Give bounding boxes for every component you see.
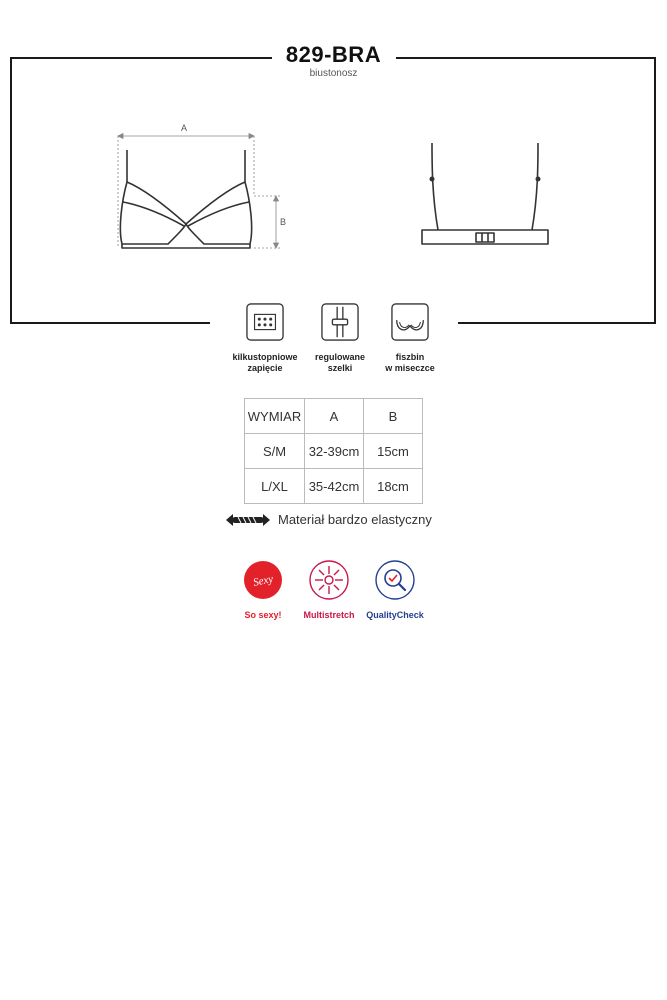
- sexy-badge-text: Sexy: [252, 573, 275, 589]
- bra-back-drawing: [410, 135, 560, 255]
- elastic-note-text: Materiał bardzo elastyczny: [278, 512, 432, 527]
- size-table-row: [245, 469, 423, 504]
- multistretch-icon: [309, 560, 349, 600]
- badge-quality-check: [350, 560, 440, 620]
- hook-closure-icon: [246, 303, 284, 341]
- frame-bottom-left: [10, 322, 210, 324]
- badge-so-sexy-label: So sexy!: [244, 610, 282, 620]
- size-table-cell: 15cm: [364, 434, 423, 469]
- size-table-cell: S/M: [245, 434, 305, 469]
- badge-multistretch-label: Multistretch: [303, 610, 355, 620]
- size-table-cell: 18cm: [364, 469, 423, 504]
- quality-check-icon: [375, 560, 415, 600]
- frame-right: [654, 57, 656, 324]
- feature-underwire-label: fiszbin w miseczce: [385, 352, 435, 373]
- bra-front-drawing: [108, 120, 298, 260]
- size-table: [244, 398, 423, 504]
- dimension-a-label: A: [180, 123, 188, 133]
- sexy-badge-icon: [243, 560, 283, 600]
- size-table-header: WYMIAR: [245, 399, 305, 434]
- size-table-cell: 32-39cm: [305, 434, 364, 469]
- size-table-cell: L/XL: [245, 469, 305, 504]
- frame-left: [10, 57, 12, 324]
- elastic-note: [226, 512, 432, 527]
- stretch-arrows-icon: [226, 513, 270, 527]
- feature-adjustable-strap-label: regulowane szelki: [314, 352, 365, 373]
- product-title: 829-BRA: [285, 42, 382, 67]
- size-table-header-row: [245, 399, 423, 434]
- adjustable-strap-icon: [321, 303, 359, 341]
- badge-quality-check-label: QualityCheck: [366, 610, 424, 620]
- feature-underwire: [355, 303, 465, 374]
- size-table-cell: 35-42cm: [305, 469, 364, 504]
- product-subtitle: biustonosz: [309, 68, 358, 79]
- frame-bottom-right: [458, 322, 656, 324]
- dimension-b-label: B: [280, 217, 287, 227]
- underwire-cup-icon: [391, 303, 429, 341]
- size-table-header: A: [305, 399, 364, 434]
- feature-hook-closure-label: kilkustopniowe zapięcie: [232, 352, 298, 373]
- size-table-header: B: [364, 399, 423, 434]
- size-table-row: [245, 434, 423, 469]
